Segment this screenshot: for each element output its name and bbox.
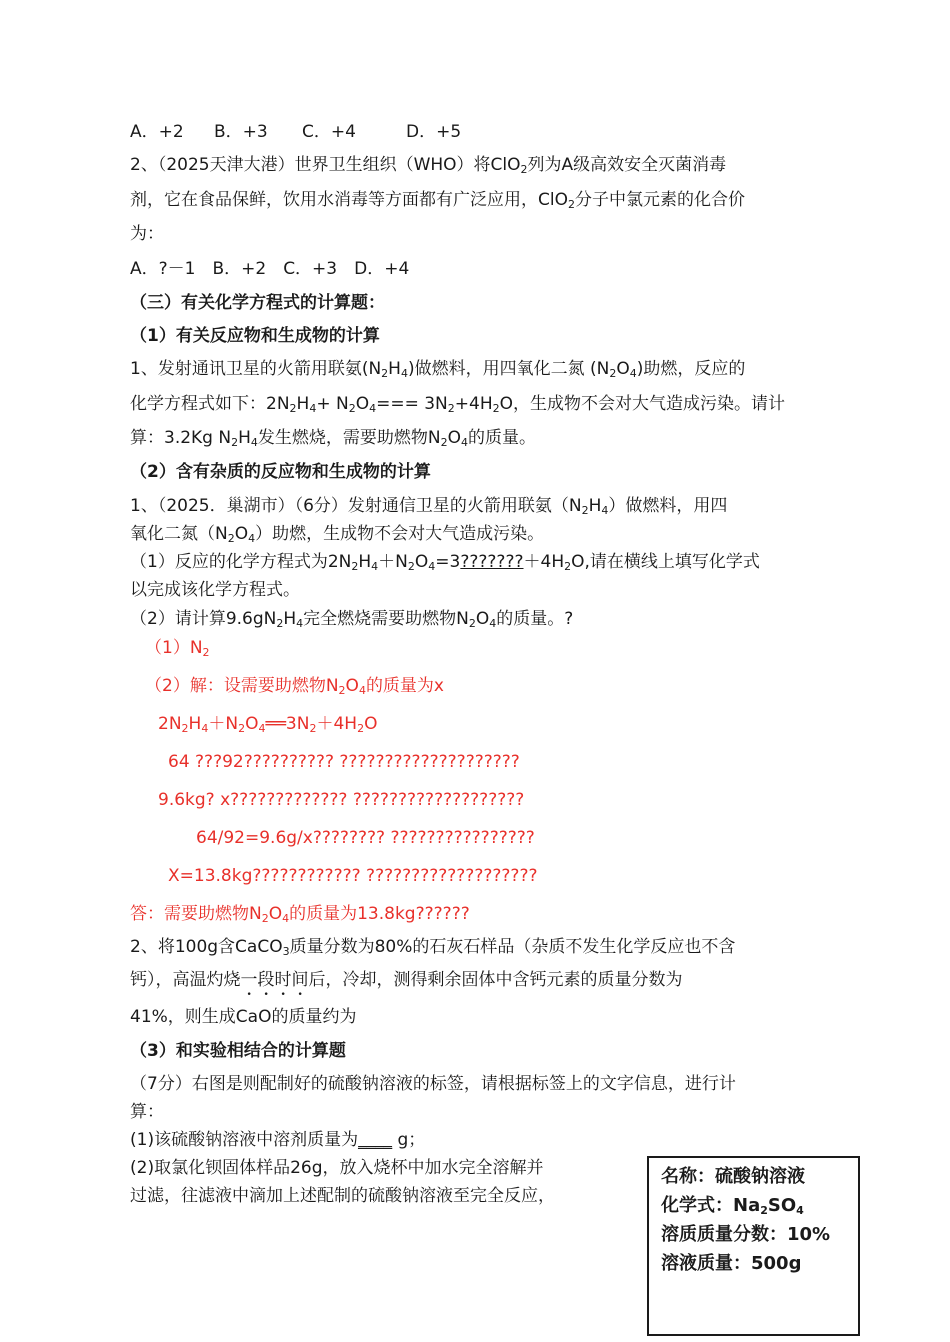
answer-ratio-line: 64 ???92?????????? ???????????????????? [168,752,520,772]
q2-line-3: 为： [130,224,164,244]
answer-proportion-line: 64/92=9.6g/x???????? ???????????????? [196,828,535,848]
q1-option-b: B．+3 [214,122,268,142]
p2-line-1: 1、（2025．巢湖市）（6分）发射通信卫星的火箭用联氨$(N_2H_4)$做燃料，用四 [130,496,728,517]
q1-option-d: D．+5 [406,122,462,142]
q2-line-2: 剂，它在食品保鲜，饮用水消毒等方面都有广泛应用，ClO$_2$分子中氯元素的化合价 [130,190,745,211]
label-solution-mass: 溶液质量：500g [661,1253,802,1274]
answer-final: 答：需要助燃物$N_2O_4$的质量为13.8kg?????? [130,904,470,925]
sub-3-title: （3）和实验相结合的计算题 [130,1041,346,1061]
q2-options: A．?－1 B．+2 C．+3 D．+4 [130,259,410,279]
formula-blank: ??????? [460,552,524,572]
p4-line-2: 算： [130,1102,164,1122]
p4-line-3: (1)该硫酸钠溶液中溶剂质量为____ g； [130,1130,426,1150]
p3-line-2: 钙），高温灼烧一段时间后，冷却，测得剩余固体中含钙元素的质量分数为 [130,970,683,990]
p1-line-3: 算：3.2Kg $N_2H_4$发生燃烧，需要助燃物$N_2O_4$的质量。 [130,428,537,449]
answer-equation: $2N_2H_4+N_2O_4══3N_2+4H_2O$ [158,714,378,735]
p1-line-1: 1、发射通讯卫星的火箭用联氨$(N_2H_4)$做燃料，用四氧化二氮 $(N_2O_4)$助燃，反应的 [130,359,746,380]
answer-1: $(1)N_2$ [145,638,210,659]
q1-option-c: C．+4 [302,122,356,142]
sub-2-title: （2）含有杂质的反应物和生成物的计算 [130,462,431,482]
label-formula: 化学式：$Na_2SO_4$ [661,1195,804,1217]
p3-line-3: 41%，则生成CaO的质量约为 [130,1007,357,1027]
label-mass-fraction: 溶质质量分数：10% [661,1224,831,1245]
emphasis-text: 一段时间 [240,970,309,990]
p2-line-2: 氧化二氮$(N_2O_4)$助燃，生成物不会对大气造成污染。 [130,524,545,545]
p3-line-1: 2、将100g含CaCO$_3$质量分数为80%的石灰石样品（杂质不发生化学反应也不含 [130,937,736,958]
p1-line-2: 化学方程式如下：$2N_2H_4+ N_2O_4=== 3N_2+4H_2O$，生成物不会对大气造成污染。请计 [130,394,786,415]
p4-line-5: 过滤，往滤液中滴加上述配制的硫酸钠溶液至完全反应， [130,1186,555,1206]
p2-line-5: （2）请计算$9.6gN_2H_4$完全燃烧需要助燃物$N_2O_4$的质量。? [130,609,574,630]
p4-line-1: （7分）右图是则配制好的硫酸钠溶液的标签，请根据标签上的文字信息，进行计 [130,1074,736,1094]
p2-line-4: 以完成该化学方程式。 [130,580,300,600]
p2-line-3: （1）反应的化学方程式为$2N_2H_4+N_2O_4=3???????+4H_2O$,请在横线上填写化学式 [130,552,760,573]
q1-option-a: A．+2 [130,122,184,142]
section-3-title: （三）有关化学方程式的计算题： [130,293,385,313]
sub-1-title: （1）有关反应物和生成物的计算 [130,326,380,346]
answer-result-line: X=13.8kg???????????? ??????????????????? [168,866,538,886]
p4-line-4: (2)取氯化钡固体样品26g，放入烧杯中加水完全溶解并 [130,1158,544,1178]
answer-2-setup: （2）解：设需要助燃物$N_2O_4$的质量为x [145,676,444,697]
q2-line-1: 2、（2025天津大港）世界卫生组织（WHO）将ClO$_2$列为A级高效安全灭菌消毒 [130,155,727,176]
answer-blank: ____ [358,1130,393,1150]
label-name: 名称：硫酸钠溶液 [661,1166,805,1187]
q1-options [130,120,461,144]
answer-mass-line: 9.6kg? x????????????? ??????????????????? [158,790,525,810]
solution-label-box [647,1156,860,1336]
